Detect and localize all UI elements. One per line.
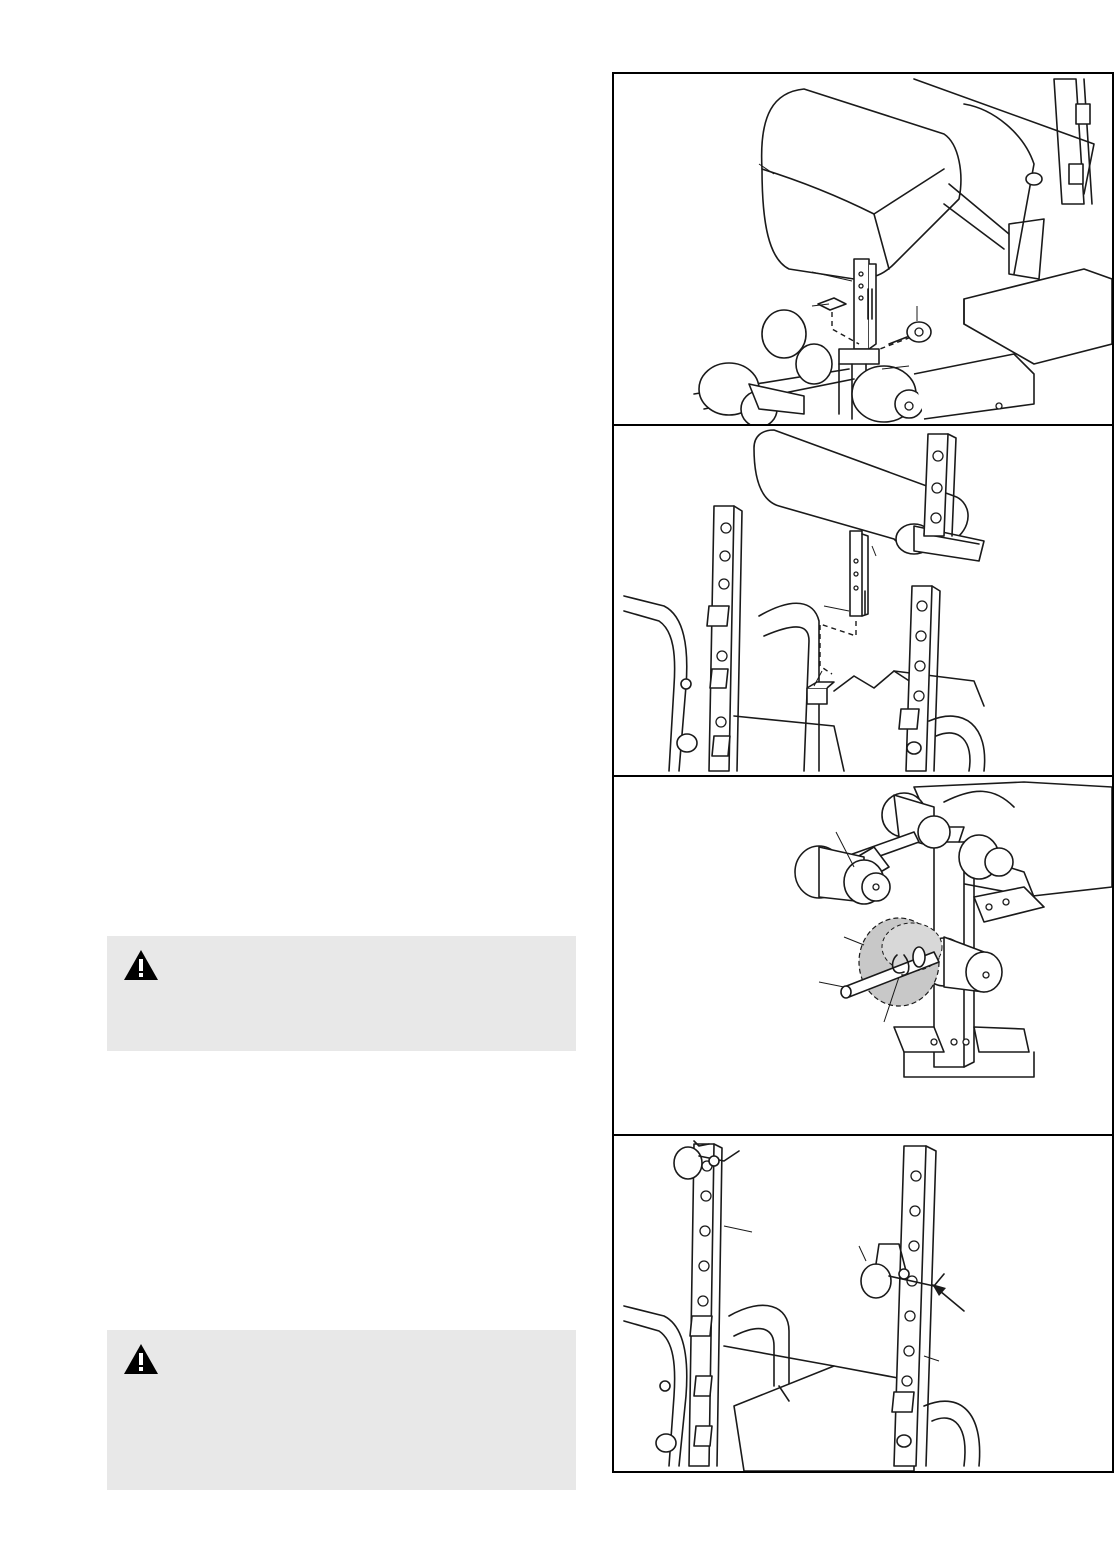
weight-plate-drawing (614, 777, 1112, 1134)
panel-preacher-curl-pad (614, 74, 1112, 424)
panel-weight-plate-install (614, 777, 1112, 1134)
leg-roller-drawing (614, 426, 1112, 775)
panel-leg-roller-post (614, 426, 1112, 775)
spotter-pins-drawing (614, 1136, 1112, 1471)
warning-box (107, 936, 576, 1051)
preacher-curl-drawing (614, 74, 1112, 424)
warning-box (107, 1330, 576, 1490)
figure-frame (612, 72, 1114, 1473)
warning-triangle-icon (122, 1342, 160, 1376)
warning-triangle-icon (122, 948, 160, 982)
panel-spotter-pins (614, 1136, 1112, 1471)
